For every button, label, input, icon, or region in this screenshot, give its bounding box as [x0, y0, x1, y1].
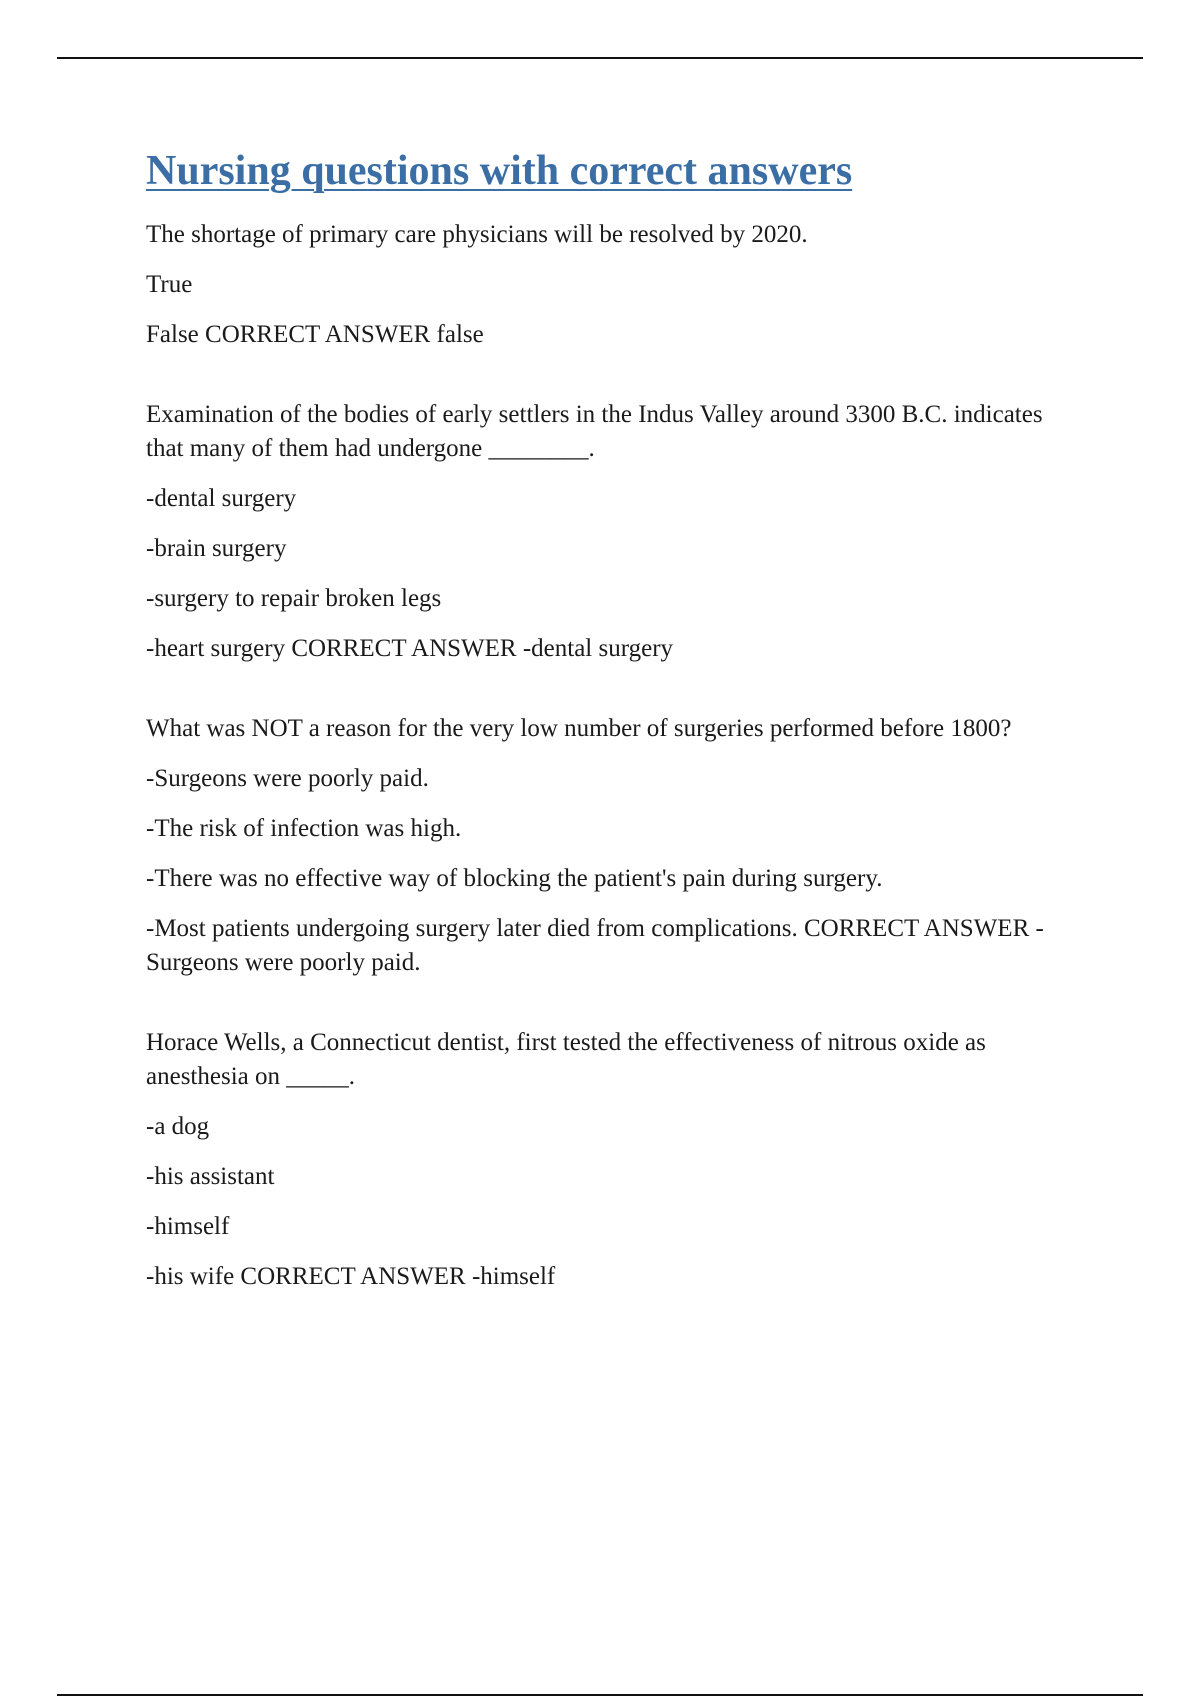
question-prompt: The shortage of primary care physicians will be resolved by 2020.	[146, 221, 808, 248]
question-block-2	[146, 398, 1086, 666]
answer-option: -There was no effective way of blocking the patient's pain during surgery.	[146, 865, 883, 892]
question-prompt: Horace Wells, a Connecticut dentist, first tested the effectiveness of nitrous oxide as anesthesia on _____.	[146, 1029, 986, 1090]
top-rule	[57, 57, 1143, 59]
document-body	[146, 146, 1086, 1340]
bottom-rule	[57, 1694, 1143, 1696]
answer-option: -The risk of infection was high.	[146, 815, 462, 842]
answer-option: -dental surgery	[146, 485, 297, 512]
document-title: Nursing questions with correct answers	[146, 148, 853, 194]
answer-option: -Surgeons were poorly paid.	[146, 765, 429, 792]
answer-option: -a dog	[146, 1113, 210, 1140]
question-prompt: What was NOT a reason for the very low number of surgeries performed before 1800?	[146, 715, 1012, 742]
answer-option: -brain surgery	[146, 535, 287, 562]
question-block-4	[146, 1026, 1086, 1294]
answer-option: -his assistant	[146, 1163, 275, 1190]
answer-option-with-correct-answer: False CORRECT ANSWER false	[146, 321, 484, 348]
question-block-3	[146, 712, 1086, 980]
answer-option: True	[146, 271, 193, 298]
answer-option: -himself	[146, 1213, 230, 1240]
answer-option: -surgery to repair broken legs	[146, 585, 442, 612]
question-prompt: Examination of the bodies of early settlers in the Indus Valley around 3300 B.C. indicates that many of them had undergone ________.	[146, 401, 1043, 462]
answer-option-with-correct-answer: -his wife CORRECT ANSWER -himself	[146, 1263, 556, 1290]
answer-option-with-correct-answer: -Most patients undergoing surgery later died from complications. CORRECT ANSWER -Surgeons were poorly paid.	[146, 915, 1044, 976]
question-block-1	[146, 218, 1086, 352]
answer-option-with-correct-answer: -heart surgery CORRECT ANSWER -dental surgery	[146, 635, 674, 662]
